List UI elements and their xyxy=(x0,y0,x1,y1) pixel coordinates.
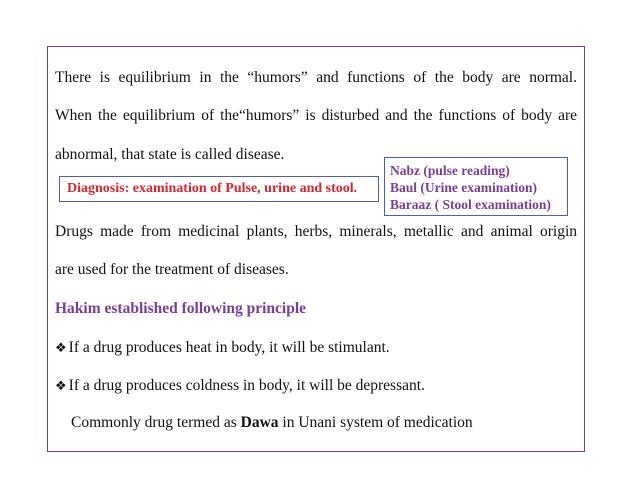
method-item-urine: Baul (Urine examination) xyxy=(390,180,537,195)
closing-term: Dawa xyxy=(240,414,279,431)
principle-item-1 xyxy=(55,339,390,358)
closing-prefix: Commonly drug termed as xyxy=(71,414,241,431)
diamond-bullet-icon: ❖ xyxy=(55,379,67,394)
principle-text-1: If a drug produces heat in body, it will be stimulant. xyxy=(68,339,390,356)
methods-box xyxy=(384,157,568,216)
method-item-pulse: Nabz (pulse reading) xyxy=(390,163,510,178)
principle-item-2 xyxy=(55,377,425,396)
method-item-stool: Baraaz ( Stool examination) xyxy=(390,197,551,212)
paragraph1-line1: There is equilibrium in the “humors” and functions of the body are normal. xyxy=(55,69,577,86)
paragraph1-line2: When the equilibrium of the“humors” is disturbed and the functions of body are xyxy=(55,107,577,124)
principle-text-2: If a drug produces coldness in body, it will be depressant. xyxy=(68,377,425,394)
diagnosis-box: Diagnosis: examination of Pulse, urine and stool. xyxy=(59,176,379,202)
paragraph2-line1: Drugs made from medicinal plants, herbs, minerals, metallic and animal origin xyxy=(55,223,577,240)
closing-line xyxy=(71,414,473,432)
diamond-bullet-icon: ❖ xyxy=(55,341,67,356)
paragraph2-line2: are used for the treatment of diseases. xyxy=(55,261,289,278)
closing-suffix: in Unani system of medication xyxy=(278,414,473,431)
principle-heading: Hakim established following principle xyxy=(55,300,307,317)
paragraph1-line3: abnormal, that state is called disease. xyxy=(55,146,285,163)
